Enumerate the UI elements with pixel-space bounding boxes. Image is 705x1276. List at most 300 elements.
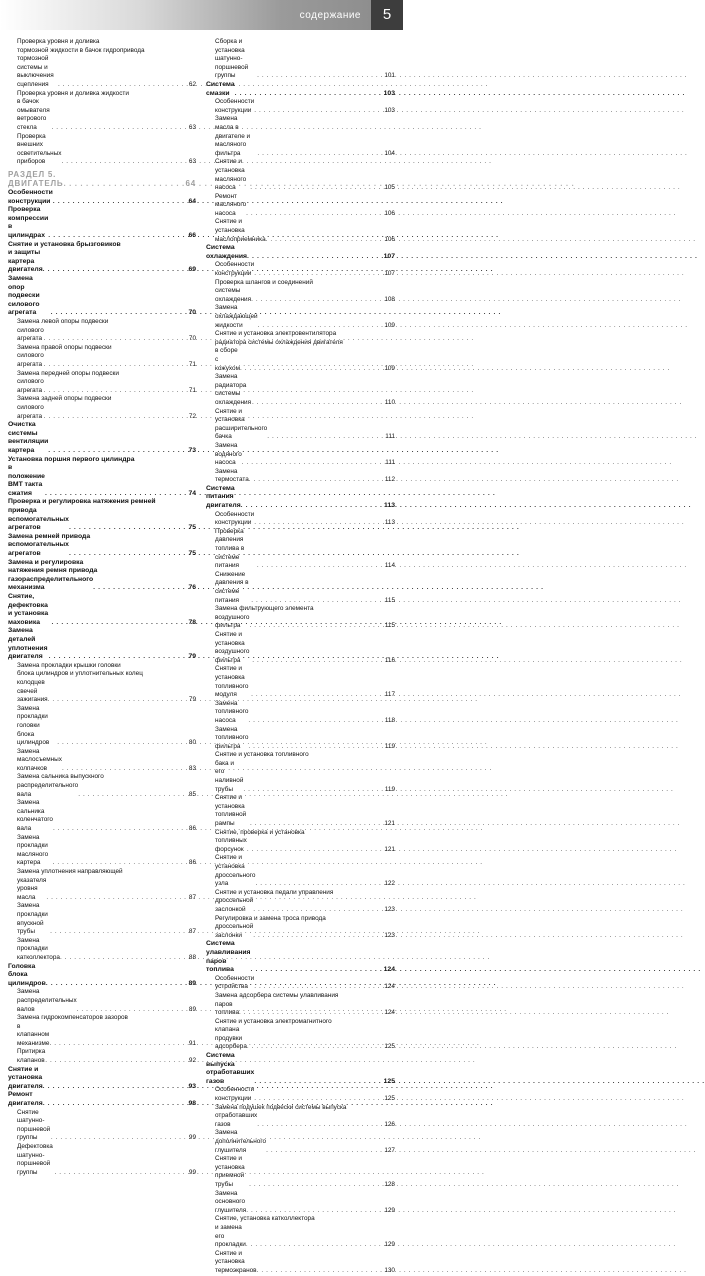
toc-subentry[interactable] <box>206 614 395 631</box>
toc-subentry[interactable] <box>206 1155 395 1189</box>
dot-leader <box>242 459 385 468</box>
toc-subentry[interactable] <box>206 837 395 854</box>
toc-chapter-entry[interactable] <box>206 1052 395 1086</box>
toc-page-number: 110 <box>384 398 395 406</box>
toc-entry-title: Снятие и установка масляного насоса <box>215 158 247 192</box>
toc-subentry[interactable] <box>206 1104 395 1113</box>
toc-subentry[interactable] <box>8 1143 196 1177</box>
toc-chapter-entry[interactable] <box>8 593 196 627</box>
toc-subentry[interactable] <box>206 38 395 81</box>
toc-entry-title: силового агрегата <box>17 352 44 368</box>
toc-chapter-entry[interactable] <box>8 541 196 558</box>
dot-leader <box>69 524 187 533</box>
toc-subentry[interactable] <box>8 748 196 774</box>
toc-entry-title: Снятие и установка педали управления <box>215 888 334 896</box>
dot-leader <box>51 1134 188 1143</box>
toc-entry-title: Замена водяного насоса <box>215 441 242 467</box>
toc-entry-title: Снятие и установка расширительного бачка <box>215 407 268 441</box>
toc-entry-title: в бачок омывателя ветрового стекла <box>17 98 50 131</box>
toc-page-number: 98 <box>188 1100 196 1108</box>
toc-entry-title: и замена его прокладки <box>215 1223 246 1249</box>
toc-chapter-entry[interactable] <box>206 940 395 974</box>
toc-subentry[interactable] <box>206 373 395 407</box>
toc-subentry[interactable] <box>8 1023 196 1049</box>
toc-page-number: 103 <box>384 106 395 114</box>
dot-leader <box>78 791 188 800</box>
dot-leader <box>62 765 188 774</box>
toc-page-number: 107 <box>384 270 395 278</box>
toc-subentry[interactable] <box>8 782 196 799</box>
toc-page-number: 87 <box>188 893 196 901</box>
toc-section-heading[interactable] <box>8 171 196 188</box>
toc-page-number: 101 <box>384 72 395 80</box>
toc-entry-title: Замена топливного фильтра <box>215 725 249 750</box>
toc-page-number: 72 <box>188 412 196 420</box>
toc-chapter-entry[interactable] <box>8 249 196 275</box>
dot-leader <box>257 150 383 159</box>
toc-page-number: 112 <box>384 476 395 484</box>
toc-page-number: 121 <box>384 845 395 853</box>
toc-entry-title: Замена ремней привода <box>8 532 91 540</box>
toc-page-number: 75 <box>188 524 196 532</box>
toc-page-number: 103 <box>383 89 395 97</box>
toc-subentry[interactable] <box>8 799 196 833</box>
toc-entry-title: распределительного вала <box>17 782 79 798</box>
toc-page-number: 105 <box>384 184 395 192</box>
dot-leader <box>266 236 384 245</box>
toc-page-number: 85 <box>188 790 196 798</box>
dot-leader <box>239 1009 383 1018</box>
dot-leader <box>254 983 383 992</box>
toc-entry-title: Замена фильтрующего элемента <box>215 605 314 613</box>
toc-page-number: 122 <box>384 880 395 888</box>
toc-entry-title: Замена сальника коленчатого вала <box>17 799 53 833</box>
toc-subentry[interactable] <box>206 665 395 699</box>
toc-page-number: 92 <box>188 1057 196 1065</box>
toc-subentry[interactable] <box>206 115 395 158</box>
toc-chapter-entry[interactable] <box>8 241 196 250</box>
dot-leader <box>250 820 383 829</box>
toc-page-number: 87 <box>188 928 196 936</box>
toc-subentry[interactable] <box>206 915 395 924</box>
dot-leader <box>252 399 384 408</box>
toc-subentry[interactable] <box>206 158 395 192</box>
toc-page-number: 109 <box>384 364 395 372</box>
toc-page-number: 64 <box>185 178 196 188</box>
toc-subentry[interactable] <box>8 395 196 404</box>
toc-entry-title: Замена топливного насоса <box>215 699 249 724</box>
toc-entry-title: Замена правой опоры подвески <box>17 343 112 351</box>
toc-page-number: 66 <box>188 232 196 240</box>
page-header <box>0 0 403 30</box>
toc-subentry[interactable] <box>8 404 196 421</box>
toc-subentry[interactable] <box>8 378 196 395</box>
toc-entry-title: Проверка компрессии в цилиндрах <box>8 206 49 240</box>
toc-chapter-entry[interactable] <box>8 1091 196 1108</box>
toc-entry-title: Система улавливания паров топлива <box>206 940 251 974</box>
dot-leader <box>53 198 188 207</box>
toc-subentry[interactable] <box>206 726 395 752</box>
toc-subentry[interactable] <box>206 330 395 339</box>
toc-subentry[interactable] <box>206 442 395 468</box>
dot-leader <box>247 1043 383 1052</box>
toc-page-number: 62 <box>188 80 196 88</box>
dot-leader <box>60 954 188 963</box>
toc-entry-title: Замена маслосъемных колпачков <box>17 747 62 772</box>
toc-page-number: 70 <box>188 335 196 343</box>
toc-subentry[interactable] <box>8 1048 196 1065</box>
toc-entry-title: в клапанном механизме <box>17 1022 50 1047</box>
toc-chapter-entry[interactable] <box>8 507 196 533</box>
toc-subentry[interactable] <box>8 344 196 353</box>
toc-chapter-entry[interactable] <box>8 576 196 593</box>
toc-subentry[interactable] <box>206 605 395 614</box>
toc-entry-title: Система смазки <box>206 80 235 97</box>
toc-subentry[interactable] <box>8 868 196 877</box>
toc-entry-title: Снятие и установка маслоприемника <box>215 218 266 243</box>
toc-subentry[interactable] <box>206 1018 395 1027</box>
dot-leader <box>254 270 383 279</box>
dot-leader <box>257 72 383 81</box>
toc-page-number: 79 <box>188 696 196 704</box>
dot-leader <box>235 90 383 99</box>
toc-subentry[interactable] <box>206 829 395 838</box>
toc-page-number: 119 <box>384 742 395 750</box>
toc-entry-title: вспомогательных агрегатов <box>8 541 69 558</box>
dot-leader <box>258 322 384 331</box>
toc-entry-title: Снятие и установка двигателя <box>8 1065 43 1090</box>
toc-entry-title: Снятие, дефектовка и установка маховика <box>8 593 49 626</box>
toc-subentry[interactable] <box>8 937 196 963</box>
dot-leader <box>69 550 187 559</box>
toc-entry-title: Снятие и установка электромагнитного <box>215 1017 332 1025</box>
toc-subentry[interactable] <box>8 90 196 99</box>
toc-entry-title: Особенности устройства <box>215 974 255 991</box>
toc-subentry[interactable] <box>206 1112 395 1129</box>
toc-subentry[interactable] <box>206 98 395 115</box>
toc-page-number: 124 <box>384 983 395 991</box>
toc-entry-title: Особенности конструкции <box>215 261 255 278</box>
toc-page-number: 71 <box>188 360 196 368</box>
toc-page-number: 118 <box>384 716 395 724</box>
toc-entry-title: натяжения ремня привода <box>8 567 98 575</box>
toc-page-number: 124 <box>383 966 395 974</box>
dot-leader <box>246 1207 383 1216</box>
toc-subentry[interactable] <box>8 988 196 1014</box>
toc-entry-title: силового агрегата <box>17 403 44 420</box>
toc-entry-title: Проверка уровня и доливка <box>17 38 100 45</box>
header-title: содержание <box>299 10 361 21</box>
toc-subentry[interactable] <box>8 38 196 47</box>
toc-chapter-entry[interactable] <box>8 1066 196 1092</box>
toc-entry-title: привода вспомогательных агрегатов <box>8 507 69 532</box>
toc-page-number: 116 <box>384 656 395 664</box>
dot-leader <box>49 1040 187 1049</box>
dot-leader <box>253 932 383 941</box>
toc-chapter-entry[interactable] <box>8 189 196 206</box>
toc-entry-title: радиатора системы охлаждения двигателя <box>215 338 343 346</box>
toc-page-number: 124 <box>384 1009 395 1017</box>
dot-leader <box>43 266 188 275</box>
toc-page-number: 71 <box>188 386 196 394</box>
toc-subentry[interactable] <box>206 1190 395 1216</box>
toc-entry-title: Замена адсорбера системы улавливания <box>215 991 339 999</box>
dot-leader <box>45 1057 188 1066</box>
dot-leader <box>51 619 187 628</box>
toc-chapter-entry[interactable] <box>8 963 196 989</box>
toc-entry-title: тормозной жидкости в бачок гидропривода <box>17 46 145 54</box>
toc-subentry[interactable] <box>8 705 196 748</box>
dot-leader <box>43 1083 188 1092</box>
toc-entry-title: системы охлаждения <box>215 287 252 303</box>
dot-leader <box>257 1121 383 1130</box>
toc-subentry[interactable] <box>206 1250 395 1276</box>
dot-leader <box>54 1169 187 1178</box>
toc-subentry[interactable] <box>206 1001 395 1018</box>
toc-entry-title: Очистка системы вентиляции картера <box>8 421 49 454</box>
toc-entry-title: Головка блока цилиндров <box>8 962 46 987</box>
toc-entry-title: Проверка давления топлива в системе питания <box>215 527 245 570</box>
toc-entry-title: Замена опор подвески силового агрегата <box>8 275 40 317</box>
toc-subentry[interactable] <box>206 528 395 571</box>
toc-entry-title: дроссельной заслонкой <box>215 897 254 913</box>
dot-leader <box>52 124 188 133</box>
toc-page-number: 76 <box>188 584 196 592</box>
toc-entry-title: силового агрегата <box>17 378 44 394</box>
toc-subentry[interactable] <box>206 511 395 528</box>
toc-subentry[interactable] <box>8 370 196 379</box>
toc-subentry[interactable] <box>8 773 196 782</box>
toc-chapter-entry[interactable] <box>8 464 196 498</box>
toc-entry-title: Притирка клапанов <box>17 1048 46 1065</box>
toc-subentry[interactable] <box>8 1014 196 1023</box>
toc-page-number: 125 <box>384 1095 395 1103</box>
toc-entry-title: Снятие и установка топливного модуля <box>215 665 249 699</box>
toc-subentry[interactable] <box>8 352 196 369</box>
toc-chapter-entry[interactable] <box>8 627 196 661</box>
toc-subentry[interactable] <box>206 794 395 828</box>
dot-leader <box>240 365 383 374</box>
toc-entry-title: Замена термостата <box>215 467 249 484</box>
dot-leader <box>253 906 383 915</box>
toc-subentry[interactable] <box>206 631 395 665</box>
dot-leader <box>249 476 384 485</box>
dot-leader <box>61 158 187 167</box>
toc-entry-title: Замена гидрокомпенсаторов зазоров <box>17 1014 128 1022</box>
dot-leader <box>249 622 383 631</box>
toc-subentry[interactable] <box>206 1224 395 1250</box>
dot-leader <box>257 562 384 571</box>
toc-chapter-entry[interactable] <box>206 485 395 511</box>
toc-page-number: 78 <box>188 618 196 626</box>
toc-page-number: 126 <box>384 1120 395 1128</box>
toc-entry-title: Регулировка и замена троса привода <box>215 914 326 922</box>
dot-leader <box>246 210 383 219</box>
toc-subentry[interactable] <box>206 751 395 760</box>
toc-subentry[interactable] <box>8 318 196 327</box>
toc-page-number: 108 <box>384 295 395 303</box>
toc-entry-title: топливных форсунок <box>215 837 247 853</box>
toc-subentry[interactable] <box>206 700 395 726</box>
toc-column-right <box>206 38 395 1276</box>
toc-page-number: 70 <box>188 309 196 317</box>
toc-entry-title: Замена основного глушителя <box>215 1189 247 1214</box>
toc-page-number: 123 <box>384 931 395 939</box>
dot-leader <box>247 846 383 855</box>
toc-chapter-entry[interactable] <box>206 81 395 98</box>
toc-chapter-entry[interactable] <box>8 498 196 507</box>
toc-subentry[interactable] <box>8 133 196 167</box>
dot-leader <box>93 584 187 593</box>
toc-page-number: 63 <box>188 123 196 131</box>
toc-subentry[interactable] <box>206 1026 395 1052</box>
toc-subentry[interactable] <box>206 923 395 940</box>
toc-page-number: 119 <box>384 785 395 793</box>
dot-leader <box>251 966 383 975</box>
toc-entry-title: воздушного фильтра <box>215 613 250 630</box>
toc-page-number: 115 <box>384 596 395 604</box>
toc-entry-title: и защиты картера двигателя <box>8 249 43 274</box>
toc-page-number: 86 <box>188 859 196 867</box>
toc-page-number: 69 <box>188 266 196 274</box>
toc-chapter-entry[interactable] <box>8 567 196 576</box>
dot-leader <box>48 447 187 456</box>
toc-chapter-entry[interactable] <box>8 275 196 318</box>
toc-page-number: 91 <box>188 1039 196 1047</box>
toc-entry-title: Замена сальника выпускного <box>17 773 104 781</box>
toc-page-number: 93 <box>188 1082 196 1090</box>
dot-leader <box>251 296 383 305</box>
dot-leader <box>251 597 384 606</box>
toc-subentry[interactable] <box>206 571 395 605</box>
toc-entry-title: Замена прокладки головки блока цилиндров <box>17 704 50 747</box>
toc-subentry[interactable] <box>8 670 196 679</box>
dot-leader <box>46 894 188 903</box>
toc-entry-title: в сборе с кожухом <box>215 347 240 372</box>
toc-subentry[interactable] <box>206 992 395 1001</box>
toc-subentry[interactable] <box>206 1086 395 1103</box>
dot-leader <box>266 1147 383 1156</box>
toc-page-number: 106 <box>384 209 395 217</box>
toc-entry-title: Замена подушек подвески системы выпуска <box>215 1103 347 1111</box>
toc-page-number: 123 <box>384 905 395 913</box>
toc-subentry[interactable] <box>206 193 395 219</box>
toc-entry-title: Установка поршня первого цилиндра <box>8 455 135 463</box>
toc-chapter-entry[interactable] <box>8 533 196 542</box>
dot-leader <box>241 502 383 511</box>
toc-subentry[interactable] <box>206 347 395 373</box>
toc-subentry[interactable] <box>206 468 395 485</box>
toc-entry-title: Особенности конструкции <box>215 1086 255 1103</box>
dot-leader <box>254 107 383 116</box>
toc-subentry[interactable] <box>8 55 196 89</box>
toc-entry-title: указателя уровня масла <box>17 876 47 901</box>
toc-entry-title: Снятие и установка дроссельного узла <box>215 854 256 888</box>
toc-page-number: 111 <box>385 459 395 467</box>
toc-entry-title: Особенности конструкции <box>215 98 255 114</box>
toc-subentry[interactable] <box>8 679 196 705</box>
dot-leader <box>252 657 384 666</box>
toc-subentry[interactable] <box>8 98 196 132</box>
dot-leader <box>267 433 384 442</box>
toc-entry-title: Проверка и регулировка натяжения ремней <box>8 498 156 506</box>
toc-subentry[interactable] <box>8 877 196 903</box>
toc-entry-title: клапана продувки адсорбера <box>215 1026 247 1051</box>
dot-leader <box>251 691 384 700</box>
toc-page-number: 109 <box>384 321 395 329</box>
toc-entry-title: Снятие и установка электровентилятора <box>215 330 337 338</box>
toc-subentry[interactable] <box>8 327 196 344</box>
toc-entry-title: дроссельной заслонки <box>215 923 254 939</box>
toc-chapter-entry[interactable] <box>8 206 196 240</box>
toc-subentry[interactable] <box>206 287 395 304</box>
toc-page-number: 129 <box>384 1206 395 1214</box>
toc-entry-title: Ремонт двигателя <box>8 1091 43 1108</box>
toc-subentry[interactable] <box>206 261 395 278</box>
dot-leader <box>254 519 384 528</box>
toc-page-number: 89 <box>188 1005 196 1013</box>
toc-subentry[interactable] <box>8 902 196 936</box>
toc-page-number: 125 <box>383 1077 395 1085</box>
toc-entry-title: Замена и регулировка <box>8 558 84 566</box>
toc-subentry[interactable] <box>8 47 196 56</box>
toc-subentry[interactable] <box>206 279 395 288</box>
toc-page-number: 104 <box>384 149 395 157</box>
toc-column-left <box>8 38 196 1177</box>
toc-subentry[interactable] <box>206 975 395 992</box>
toc-subentry[interactable] <box>206 760 395 794</box>
toc-chapter-entry[interactable] <box>8 456 196 465</box>
toc-page-number: 64 <box>188 197 196 205</box>
toc-subentry[interactable] <box>206 1129 395 1155</box>
toc-entry-title: Замена радиатора системы охлаждения <box>215 373 252 406</box>
toc-chapter-entry[interactable] <box>8 559 196 568</box>
toc-subentry[interactable] <box>206 408 395 442</box>
toc-entry-title: Замена деталей уплотнения двигателя <box>8 627 48 661</box>
toc-page-number: 106 <box>384 235 395 243</box>
toc-subentry[interactable] <box>206 304 395 330</box>
toc-page-number: 115 <box>384 622 395 630</box>
toc-entry-title: Замена прокладки впускной трубы <box>17 902 48 936</box>
toc-subentry[interactable] <box>8 834 196 868</box>
toc-subentry[interactable] <box>206 218 395 244</box>
toc-page-number: 128 <box>384 1180 395 1188</box>
toc-page-number: 125 <box>384 1043 395 1051</box>
toc-subentry[interactable] <box>206 897 395 914</box>
toc-subentry[interactable] <box>206 1215 395 1224</box>
toc-subentry[interactable] <box>8 1109 196 1143</box>
toc-page-number: 99 <box>188 1134 196 1142</box>
dot-leader <box>44 413 188 422</box>
toc-subentry[interactable] <box>206 854 395 888</box>
toc-page-number: 75 <box>188 550 196 558</box>
toc-entry-title: Замена распределительных валов <box>17 988 77 1013</box>
dot-leader <box>53 859 188 868</box>
toc-entry-title: силового агрегата <box>17 326 44 343</box>
toc-chapter-entry[interactable] <box>8 421 196 455</box>
toc-page-number: 83 <box>188 764 196 772</box>
dot-leader <box>48 696 188 705</box>
toc-entry-title: Дефектовка шатунно-поршневой группы <box>17 1143 53 1176</box>
dot-leader <box>63 180 184 189</box>
toc-entry-title: Особенности конструкции <box>215 510 255 527</box>
toc-chapter-entry[interactable] <box>206 244 395 261</box>
toc-entry-title: Замена прокладки крышки головки <box>17 661 121 669</box>
dot-leader <box>44 361 188 370</box>
toc-page-number: 113 <box>384 519 395 527</box>
toc-entry-title: бака и его наливной трубы <box>215 759 244 793</box>
dot-leader <box>46 980 188 989</box>
